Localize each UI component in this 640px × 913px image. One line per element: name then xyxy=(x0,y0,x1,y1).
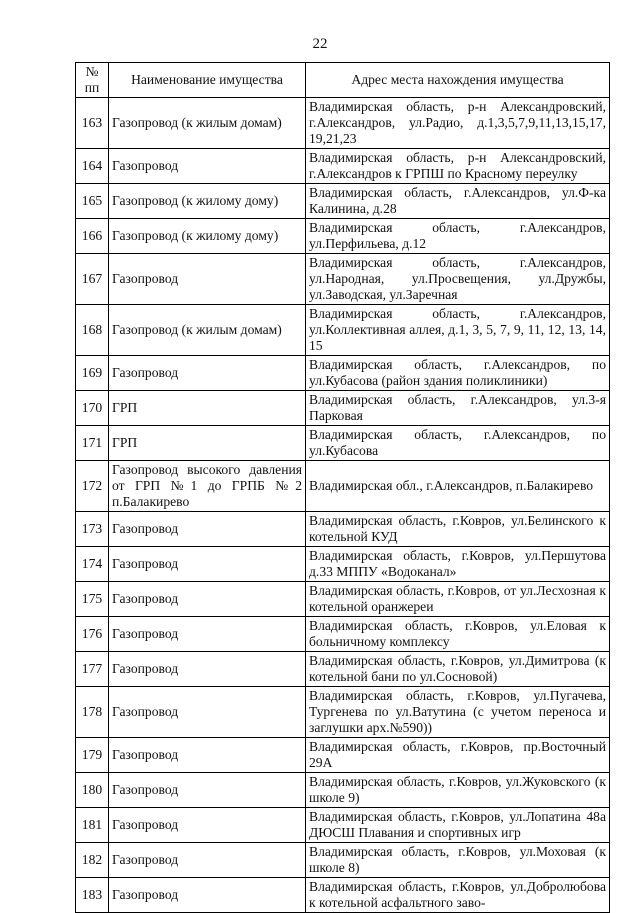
table-row xyxy=(76,461,610,512)
property-name: Газопровод xyxy=(109,356,306,391)
property-table xyxy=(75,62,610,913)
property-name: Газопровод xyxy=(109,687,306,738)
table-row xyxy=(76,305,610,356)
table-row xyxy=(76,254,610,305)
property-address: Владимирская область, г.Ковров, ул.Жуковского (к школе 9) xyxy=(306,773,610,808)
table-row xyxy=(76,878,610,913)
property-name: ГРП xyxy=(109,391,306,426)
property-name: Газопровод xyxy=(109,738,306,773)
property-address: Владимирская область, г.Ковров, ул.Белинского к котельной КУД xyxy=(306,512,610,547)
table-row xyxy=(76,582,610,617)
property-address: Владимирская область, г.Ковров, ул.Добролюбова к котельной асфальтного заво- xyxy=(306,878,610,913)
property-address: Владимирская область, р-н Александровский, г.Александров к ГРПШ по Красному переулку xyxy=(306,149,610,184)
property-name: Газопровод xyxy=(109,843,306,878)
table-row xyxy=(76,617,610,652)
property-name: Газопровод xyxy=(109,808,306,843)
table-row xyxy=(76,687,610,738)
row-number: 183 xyxy=(76,878,109,913)
row-number: 182 xyxy=(76,843,109,878)
property-address: Владимирская область, г.Александров, ул.Ф-ка Калинина, д.28 xyxy=(306,184,610,219)
property-address: Владимирская область, г.Александров, по ул.Кубасова (район здания поликлиники) xyxy=(306,356,610,391)
row-number: 172 xyxy=(76,461,109,512)
row-number: 179 xyxy=(76,738,109,773)
property-name: Газопровод xyxy=(109,254,306,305)
row-number: 169 xyxy=(76,356,109,391)
table-row xyxy=(76,773,610,808)
row-number: 171 xyxy=(76,426,109,461)
table-row xyxy=(76,808,610,843)
table-row xyxy=(76,652,610,687)
property-address: Владимирская область, г.Ковров, пр.Восточный 29А xyxy=(306,738,610,773)
header-number: № пп xyxy=(76,63,109,98)
row-number: 168 xyxy=(76,305,109,356)
table-row xyxy=(76,512,610,547)
property-name: Газопровод (к жилому дому) xyxy=(109,219,306,254)
property-address: Владимирская область, г.Ковров, от ул.Лесхозная к котельной оранжереи xyxy=(306,582,610,617)
header-property-address: Адрес места нахождения имущества xyxy=(306,63,610,98)
row-number: 176 xyxy=(76,617,109,652)
table-row xyxy=(76,391,610,426)
row-number: 170 xyxy=(76,391,109,426)
row-number: 165 xyxy=(76,184,109,219)
row-number: 177 xyxy=(76,652,109,687)
table-header-row xyxy=(76,63,610,98)
header-property-name: Наименование имущества xyxy=(109,63,306,98)
property-address: Владимирская обл., г.Александров, п.Балакирево xyxy=(306,461,610,512)
property-address: Владимирская область, г.Александров, по ул.Кубасова xyxy=(306,426,610,461)
table-row xyxy=(76,356,610,391)
table-row xyxy=(76,149,610,184)
property-address: Владимирская область, г.Александров, ул.Перфильева, д.12 xyxy=(306,219,610,254)
table-row xyxy=(76,843,610,878)
property-name: Газопровод xyxy=(109,652,306,687)
property-address: Владимирская область, г.Александров, ул.Народная, ул.Просвещения, ул.Дружбы, ул.Заводская, ул.Заречная xyxy=(306,254,610,305)
property-address: Владимирская область, г.Александров, ул.3-я Парковая xyxy=(306,391,610,426)
row-number: 174 xyxy=(76,547,109,582)
property-name: Газопровод высокого давления от ГРП №1 до ГРПБ №2 п.Балакирево xyxy=(109,461,306,512)
property-name: Газопровод (к жилым домам) xyxy=(109,305,306,356)
page-number: 22 xyxy=(312,36,328,52)
row-number: 164 xyxy=(76,149,109,184)
row-number: 173 xyxy=(76,512,109,547)
table-row xyxy=(76,426,610,461)
property-address: Владимирская область, г.Ковров, ул.Першутова д.33 МППУ «Водоканал» xyxy=(306,547,610,582)
property-address: Владимирская область, г.Ковров, ул.Еловая к больничному комплексу xyxy=(306,617,610,652)
row-number: 175 xyxy=(76,582,109,617)
property-address: Владимирская область, г.Александров, ул.Коллективная аллея, д.1, 3, 5, 7, 9, 11, 12, 13, 14, 15 xyxy=(306,305,610,356)
property-name: ГРП xyxy=(109,426,306,461)
property-address: Владимирская область, р-н Александровский, г.Александров, ул.Радио, д.1,3,5,7,9,11,13,15,17, 19,21,23 xyxy=(306,98,610,149)
table-row xyxy=(76,738,610,773)
row-number: 178 xyxy=(76,687,109,738)
property-name: Газопровод xyxy=(109,547,306,582)
property-name: Газопровод (к жилому дому) xyxy=(109,184,306,219)
row-number: 163 xyxy=(76,98,109,149)
property-address: Владимирская область, г.Ковров, ул.Лопатина 48а ДЮСШ Плавания и спортивных игр xyxy=(306,808,610,843)
table-body xyxy=(76,98,610,913)
row-number: 180 xyxy=(76,773,109,808)
property-name: Газопровод (к жилым домам) xyxy=(109,98,306,149)
property-name: Газопровод xyxy=(109,617,306,652)
property-address: Владимирская область, г.Ковров, ул.Моховая (к школе 8) xyxy=(306,843,610,878)
table-row xyxy=(76,547,610,582)
table-row xyxy=(76,184,610,219)
property-address: Владимирская область, г.Ковров, ул.Димитрова (к котельной бани по ул.Сосновой) xyxy=(306,652,610,687)
property-name: Газопровод xyxy=(109,773,306,808)
property-name: Газопровод xyxy=(109,878,306,913)
property-name: Газопровод xyxy=(109,582,306,617)
row-number: 181 xyxy=(76,808,109,843)
row-number: 166 xyxy=(76,219,109,254)
property-address: Владимирская область, г.Ковров, ул.Пугачева, Тургенева по ул.Ватутина (с учетом переноса и заглушки арх.№590)) xyxy=(306,687,610,738)
table-row xyxy=(76,219,610,254)
property-name: Газопровод xyxy=(109,149,306,184)
row-number: 167 xyxy=(76,254,109,305)
property-name: Газопровод xyxy=(109,512,306,547)
table-row xyxy=(76,98,610,149)
